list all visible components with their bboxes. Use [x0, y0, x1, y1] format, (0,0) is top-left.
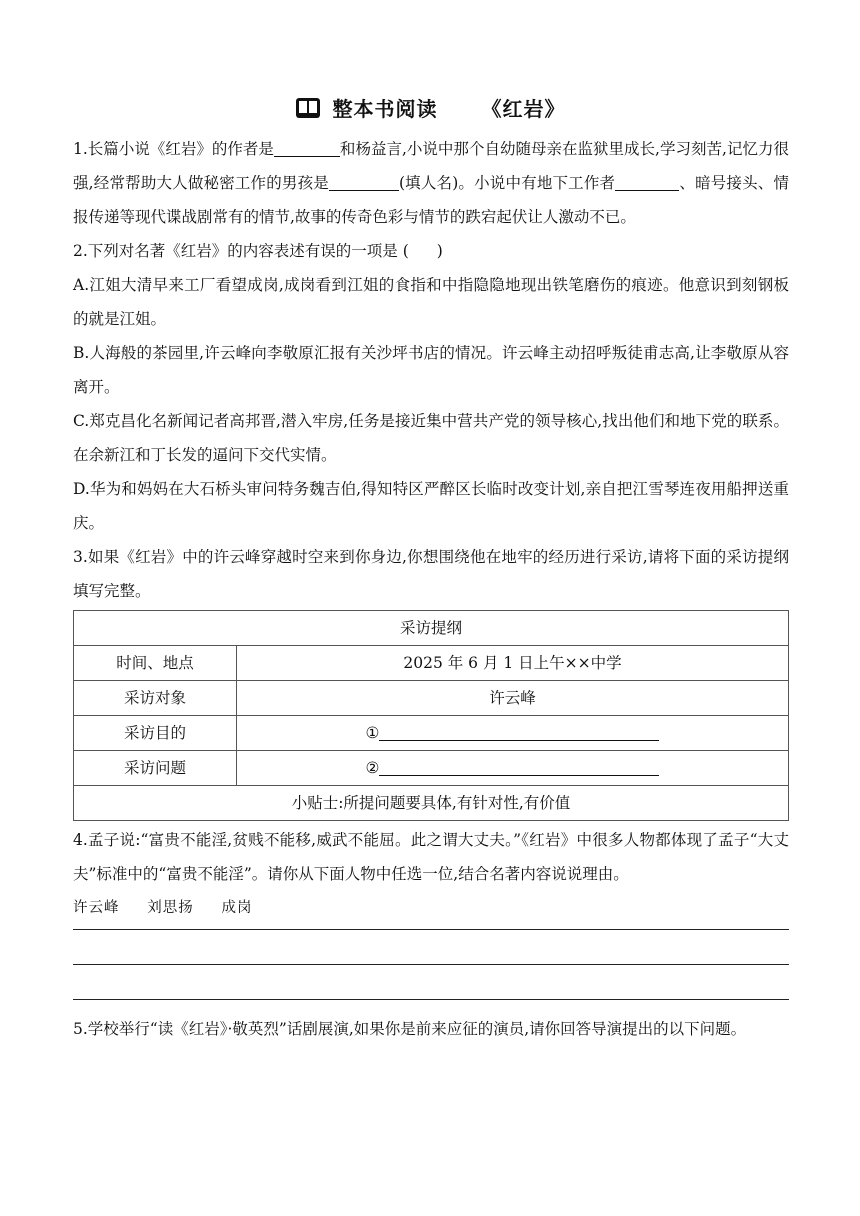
section-title [0, 93, 860, 122]
answer-blank-author[interactable] [274, 138, 340, 157]
table-header: 采访提纲 [74, 611, 789, 646]
q2-option-b: B.人海般的茶园里,许云峰向李敬原汇报有关沙坪书店的情况。许云峰主动招呼叛徒甫志高,让李敬原从容离开。 [73, 344, 789, 396]
answer-blank-boy[interactable] [329, 172, 399, 191]
table-footer-tip: 小贴士:所提问题要具体,有针对性,有价值 [74, 786, 789, 821]
interview-outline-table [73, 610, 789, 821]
title-main: 整本书阅读 [332, 97, 438, 121]
q1-text-d: 、暗号接头、情报传递等现代谍战剧常有的情节,故事的传奇色彩与情节的跌宕起伏让人激动不已。 [73, 174, 789, 226]
table-row [74, 716, 789, 751]
q1-text-a: 1.长篇小说《红岩》的作者是 [73, 140, 274, 158]
question-5-stem: 5.学校举行“读《红岩》·敬英烈”话剧展演,如果你是前来应征的演员,请你回答导演提出的以下问题。 [73, 1020, 747, 1038]
circle-1: ① [365, 724, 380, 742]
q2-stem-text: 2.下列对名著《红岩》的内容表述有误的一项是 ( [73, 242, 409, 260]
row-label-target: 采访对象 [74, 681, 237, 716]
row-label-purpose: 采访目的 [74, 716, 237, 751]
question-content [73, 132, 789, 1046]
row-label-question: 采访问题 [74, 751, 237, 786]
row-value-question [237, 751, 789, 786]
row-value-target: 许云峰 [237, 681, 789, 716]
q1-text-b: 和杨益言,小说中那个自幼随母亲在监狱里成长,学习刻苦,记忆力很强,经常帮助大人做秘密工作的男孩是 [73, 140, 789, 192]
answer-blank-work[interactable] [615, 172, 679, 191]
answer-blank-question[interactable] [379, 757, 659, 776]
q2-option-c: C.郑克昌化名新闻记者高邦晋,潜入牢房,任务是接近集中营共产党的领导核心,找出他们和地下党的联系。在余新江和丁长发的逼问下交代实情。 [73, 412, 789, 464]
table-row [74, 751, 789, 786]
question-4-stem: 4.孟子说:“富贵不能淫,贫贱不能移,威武不能屈。此之谓大丈夫。”《红岩》中很多人物都体现了孟子“大丈夫”标准中的“富贵不能淫”。请你从下面人物中任选一位,结合名著内容说说理由。 [73, 831, 789, 883]
table-row [74, 646, 789, 681]
question-1 [73, 132, 789, 234]
q2-option-d: D.华为和妈妈在大石桥头审问特务魏吉伯,得知特区严醉区长临时改变计划,亲自把江雪琴连夜用船押送重庆。 [73, 480, 789, 532]
row-label-time: 时间、地点 [74, 646, 237, 681]
circle-2: ② [365, 759, 380, 777]
name-liu-siyang: 刘思扬 [147, 900, 194, 916]
q1-text-c: (填人名)。小说中有地下工作者 [398, 174, 616, 192]
question-3-stem: 3.如果《红岩》中的许云峰穿越时空来到你身边,你想围绕他在地牢的经历进行采访,请将下面的采访提纲填写完整。 [73, 548, 789, 600]
row-value-time: 2025 年 6 月 1 日上午××中学 [237, 646, 789, 681]
name-xu-yunfeng: 许云峰 [73, 900, 120, 916]
table-row [74, 681, 789, 716]
character-names [73, 891, 789, 925]
row-value-purpose [237, 716, 789, 751]
answer-blank-purpose[interactable] [379, 722, 659, 741]
q2-option-a: A.江姐大清早来工厂看望成岗,成岗看到江姐的食指和中指隐隐地现出铁笔磨伤的痕迹。他意识到刻钢板的就是江姐。 [73, 276, 789, 328]
q2-close: ) [436, 242, 443, 260]
title-book: 《红岩》 [481, 97, 566, 121]
name-cheng-gang: 成岗 [221, 900, 253, 916]
question-2-stem [73, 234, 789, 268]
book-icon [295, 97, 321, 119]
